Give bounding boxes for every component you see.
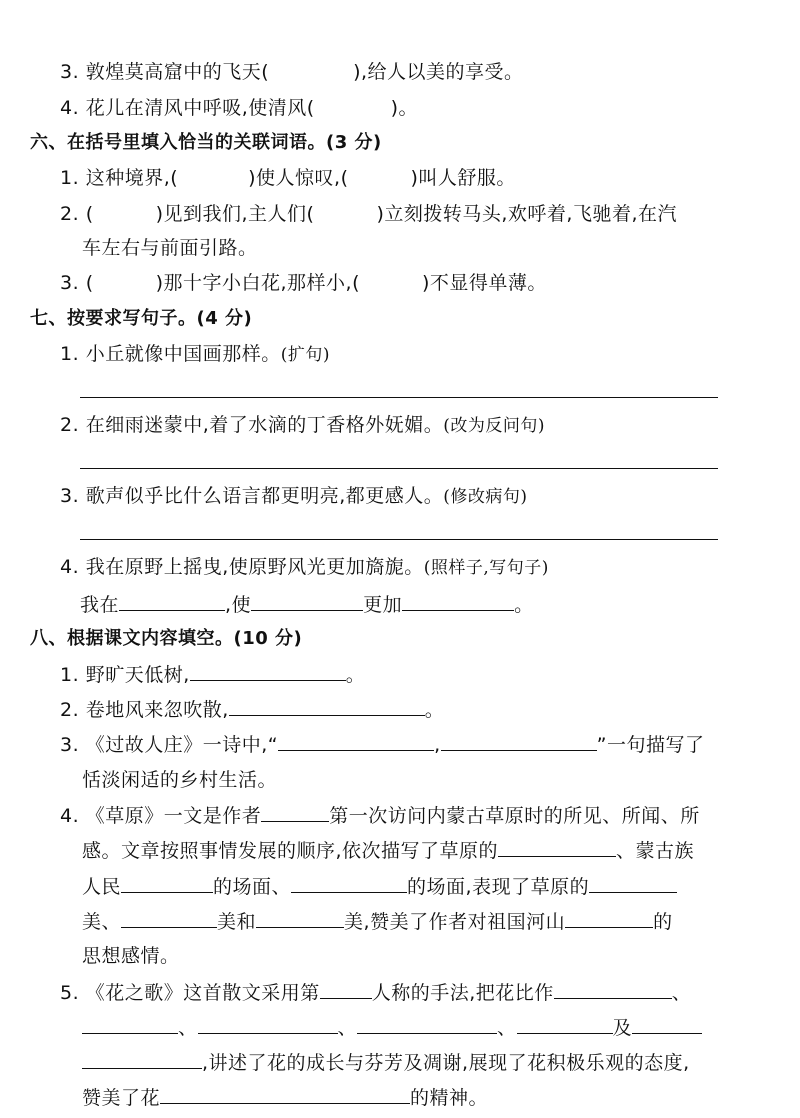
blank[interactable] — [565, 909, 653, 928]
s6-q2-cont: 车左右与前面引路。 — [82, 237, 258, 259]
blank[interactable] — [589, 874, 677, 893]
s8-q5-line2: 、 、 、 及 — [82, 1015, 702, 1040]
blank[interactable] — [402, 592, 514, 611]
s8-q3-cont: 恬淡闲适的乡村生活。 — [82, 769, 278, 791]
s8-q4-line3: 人民 的场面、 的场面,表现了草原的 — [82, 874, 677, 899]
s7-q4: 4. 我在原野上摇曳,使原野风光更加旖旎。(照样子,写句子) — [60, 556, 549, 578]
answer-line-2[interactable] — [80, 468, 718, 469]
s8-q4-line5: 思想感情。 — [82, 945, 180, 967]
blank[interactable] — [554, 980, 672, 999]
s8-q2: 2. 卷地风来忽吹散, 。 — [60, 699, 445, 721]
blank[interactable] — [278, 732, 434, 751]
section-6-title: 六、在括号里填入恰当的关联词语。(3 分) — [30, 132, 382, 153]
blank[interactable] — [291, 874, 407, 893]
answer-line-1[interactable] — [80, 397, 718, 398]
blank[interactable] — [357, 1015, 497, 1034]
blank[interactable] — [256, 909, 344, 928]
s6-q2: 2. ( )见到我们,主人们( )立刻拨转马头,欢呼着,飞驰着,在汽 — [60, 203, 678, 225]
s8-q5: 5. 《花之歌》这首散文采用第 人称的手法,把花比作 、 — [60, 982, 692, 1004]
s7-q1: 1. 小丘就像中国画那样。(扩句) — [60, 343, 330, 365]
section-7-title: 七、按要求写句子。(4 分) — [30, 308, 253, 329]
s7-q3: 3. 歌声似乎比什么语言都更明亮,都更感人。(修改病句) — [60, 485, 528, 507]
blank[interactable] — [160, 1085, 410, 1104]
blank[interactable] — [320, 980, 372, 999]
blank[interactable] — [441, 732, 597, 751]
blank[interactable] — [517, 1015, 613, 1034]
blank[interactable] — [198, 1015, 338, 1034]
s7-q4-fill: 我在 ,使 更加 。 — [80, 594, 534, 616]
answer-line-3[interactable] — [80, 539, 718, 540]
s8-q1: 1. 野旷天低树, 。 — [60, 664, 366, 686]
s8-q3: 3. 《过故人庄》一诗中,“ , ”一句描写了 — [60, 734, 705, 756]
s6-q1: 1. 这种境界,( )使人惊叹,( )叫人舒服。 — [60, 167, 516, 189]
s8-q4-line2: 感。文章按照事情发展的顺序,依次描写了草原的 、蒙古族 — [82, 840, 695, 862]
blank[interactable] — [632, 1015, 702, 1034]
blank[interactable] — [261, 803, 329, 822]
s8-q4: 4. 《草原》一文是作者 第一次访问内蒙古草原时的所见、所闻、所 — [60, 805, 700, 827]
blank[interactable] — [121, 874, 213, 893]
s7-q2: 2. 在细雨迷蒙中,着了水滴的丁香格外妩媚。(改为反问句) — [60, 414, 545, 436]
s5-q4: 4. 花儿在清风中呼吸,使清风( )。 — [60, 97, 419, 119]
s6-q3: 3. ( )那十字小白花,那样小,( )不显得单薄。 — [60, 272, 547, 294]
blank[interactable] — [190, 662, 346, 681]
blank[interactable] — [121, 909, 217, 928]
section-8-title: 八、根据课文内容填空。(10 分) — [30, 628, 303, 649]
blank[interactable] — [498, 838, 616, 857]
s8-q4-line4: 美、 美和 美,赞美了作者对祖国河山 的 — [82, 911, 673, 933]
s5-q3: 3. 敦煌莫高窟中的飞天( ),给人以美的享受。 — [60, 61, 524, 83]
blank[interactable] — [119, 592, 225, 611]
blank[interactable] — [229, 697, 425, 716]
s8-q5-line4: 赞美了花 的精神。 — [82, 1087, 489, 1109]
blank[interactable] — [82, 1015, 178, 1034]
blank[interactable] — [251, 592, 363, 611]
s8-q5-line3: ,讲述了花的成长与芬芳及凋谢,展现了花积极乐观的态度, — [82, 1050, 690, 1075]
blank[interactable] — [82, 1050, 202, 1069]
